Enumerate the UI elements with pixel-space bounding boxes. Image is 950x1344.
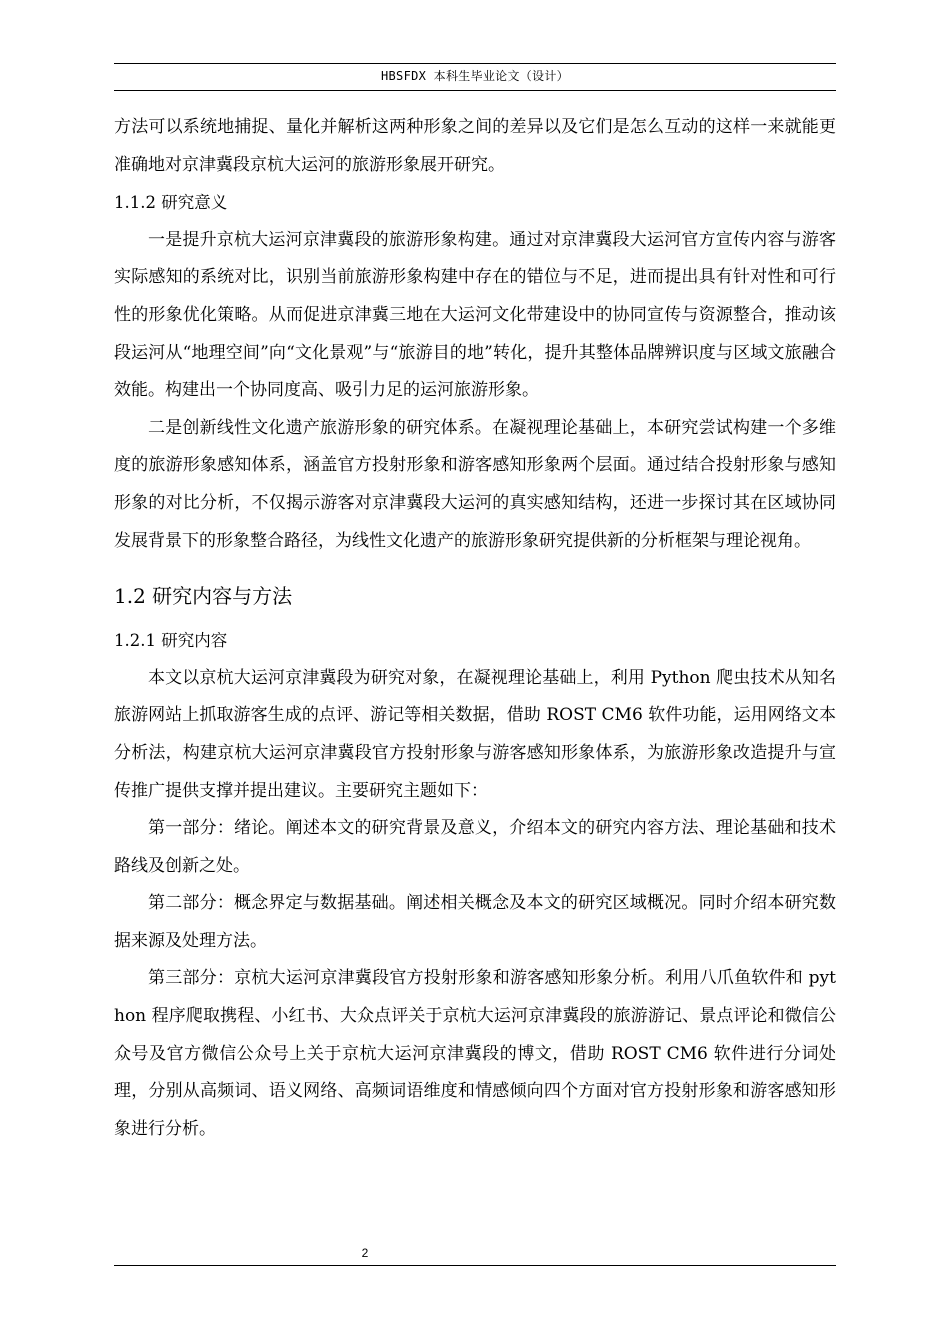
heading-1-2-1: 1.2.1 研究内容 <box>114 631 228 651</box>
header-top-rule <box>114 63 836 64</box>
page-body <box>114 109 836 1148</box>
header-rule <box>114 90 836 91</box>
heading-1-2: 1.2 研究内容与方法 <box>114 584 293 609</box>
running-header: HBSFDX 本科生毕业论文（设计） <box>381 69 569 83</box>
paragraph-research-content: 本文以京杭大运河京津冀段为研究对象，在凝视理论基础上，利用 Python 爬虫技术从知名旅游网站上抓取游客生成的点评、游记等相关数据，借助 ROST CM6 软件功能，运用网络文本分析法，构建京杭大运河京津冀段官方投射形象与游客感知形象体系，为旅游形象改造提升与宣传推广提供支撑并提出建议。主要研究主题如下： <box>114 667 836 801</box>
paragraph-significance-1: 一是提升京杭大运河京津冀段的旅游形象构建。通过对京津冀段大运河官方宣传内容与游客实际感知的系统对比，识别当前旅游形象构建中存在的错位与不足，进而提出具有针对性和可行性的形象优化策略。从而促进京津冀三地在大运河文化带建设中的协同宣传与资源整合，推动该段运河从“地理空间”向“文化景观”与“旅游目的地”转化，提升其整体品牌辨识度与区域文旅融合效能。构建出一个协同度高、吸引力足的运河旅游形象。 <box>114 229 836 401</box>
page-number: 2 <box>361 1246 369 1260</box>
paragraph-part-two: 第二部分：概念界定与数据基础。阐述相关概念及本文的研究区域概况。同时介绍本研究数据来源及处理方法。 <box>114 893 836 951</box>
paragraph-part-three: 第三部分：京杭大运河京津冀段官方投射形象和游客感知形象分析。利用八爪鱼软件和 python 程序爬取携程、小红书、大众点评关于京杭大运河京津冀段的旅游游记、景点评论和微信公众号及官方微信公众号上关于京杭大运河京津冀段的博文，借助 ROST CM6 软件进行分词处理，分别从高频词、语义网络、高频词语维度和情感倾向四个方面对官方投射形象和游客感知形象进行分析。 <box>114 968 836 1139</box>
paragraph-continuation: 方法可以系统地捕捉、量化并解析这两种形象之间的差异以及它们是怎么互动的这样一来就能更准确地对京津冀段京杭大运河的旅游形象展开研究。 <box>114 117 836 175</box>
footer-rule <box>114 1265 836 1266</box>
paragraph-part-one: 第一部分：绪论。阐述本文的研究背景及意义，介绍本文的研究内容方法、理论基础和技术路线及创新之处。 <box>114 818 836 876</box>
heading-1-1-2: 1.1.2 研究意义 <box>114 193 228 213</box>
paragraph-significance-2: 二是创新线性文化遗产旅游形象的研究体系。在凝视理论基础上，本研究尝试构建一个多维度的旅游形象感知体系，涵盖官方投射形象和游客感知形象两个层面。通过结合投射形象与感知形象的对比分析，不仅揭示游客对京津冀段大运河的真实感知结构，还进一步探讨其在区域协同发展背景下的形象整合路径，为线性文化遗产的旅游形象研究提供新的分析框架与理论视角。 <box>114 417 836 551</box>
